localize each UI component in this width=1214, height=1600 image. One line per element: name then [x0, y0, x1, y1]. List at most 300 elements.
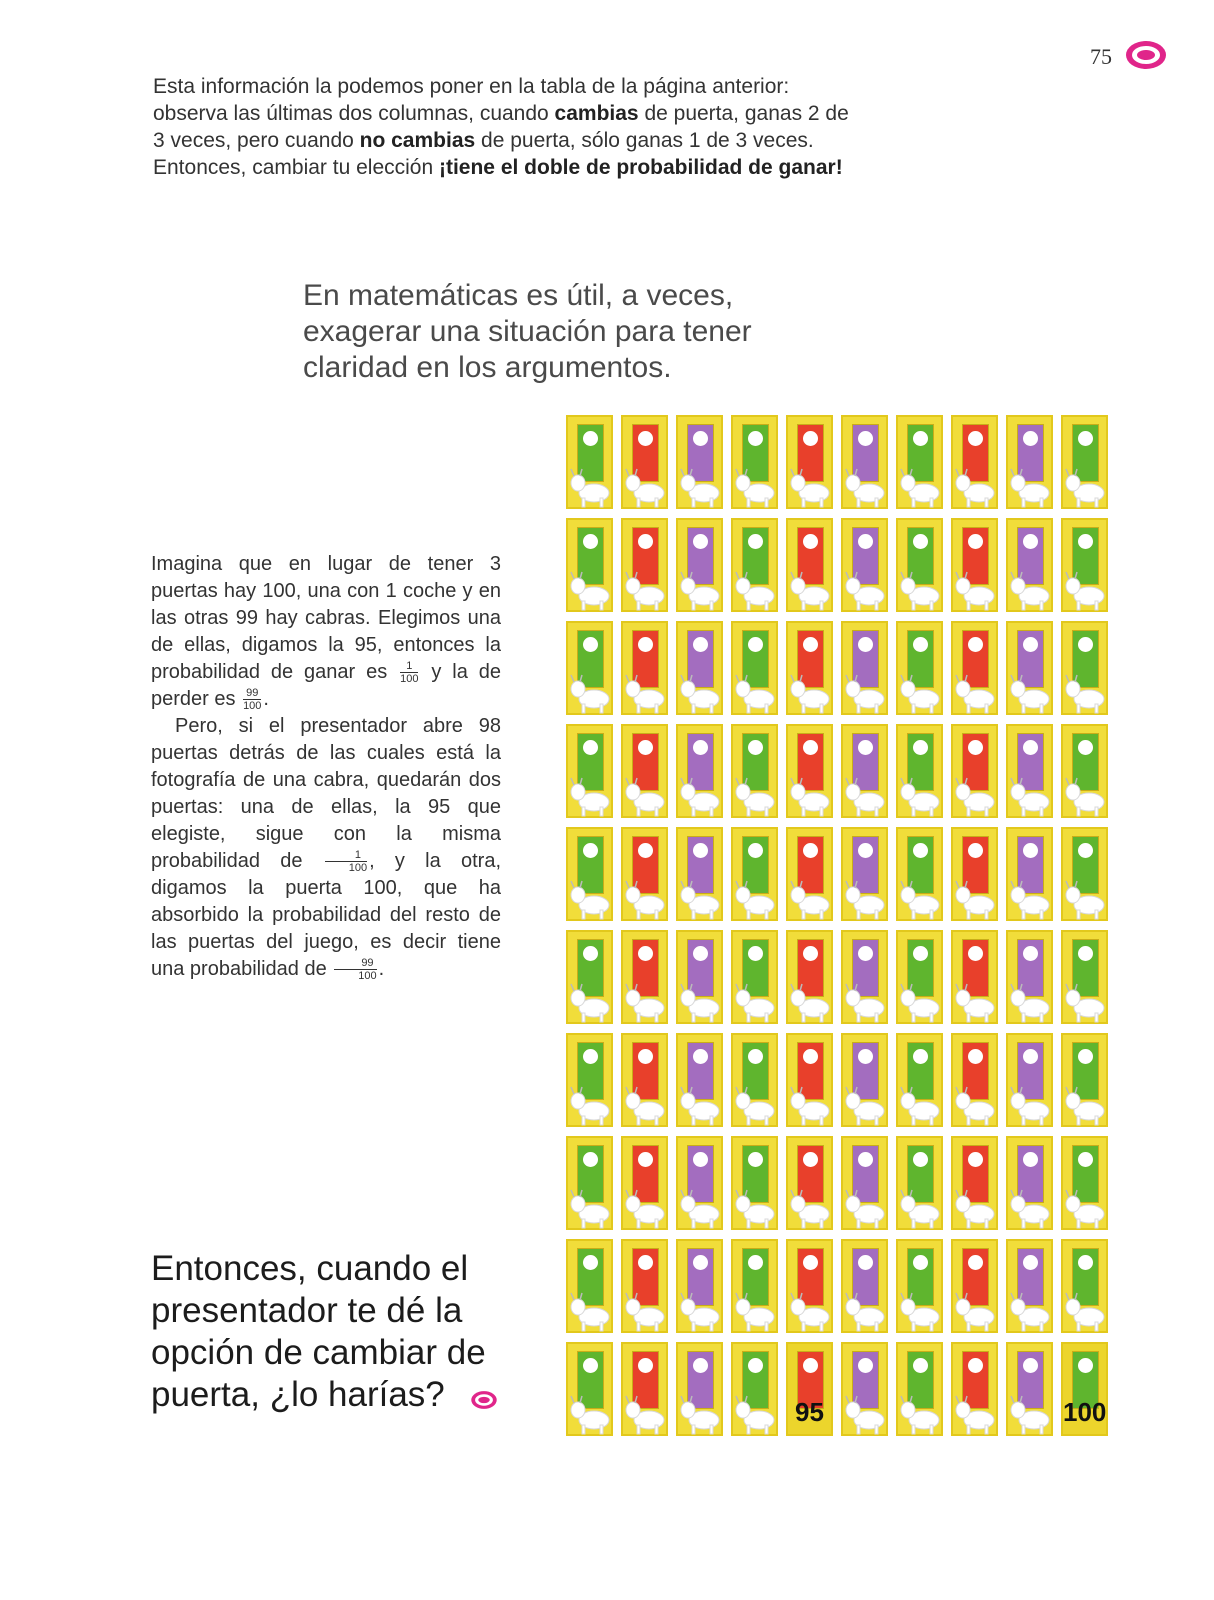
door — [1061, 1239, 1108, 1333]
door-number-label: 95 — [795, 1397, 824, 1427]
door-window — [968, 1358, 983, 1373]
goat-icon — [1063, 877, 1108, 921]
door-window — [803, 1152, 818, 1167]
door — [731, 1033, 778, 1127]
intro-paragraph: Esta información la podemos poner en la tabla de la página anterior: observa las últimas dos columnas, cuando cambias de puerta, ganas 2 de 3 veces, pero cuando no cambias de puerta, sólo ganas 1 de 3 veces. Entonces, cambiar tu elección ¡tiene el doble de probabilidad de ganar! — [153, 75, 849, 179]
goat-icon — [1008, 1392, 1053, 1436]
door-window — [693, 534, 708, 549]
door — [951, 1239, 998, 1333]
goat-icon — [843, 1083, 888, 1127]
goat-icon — [568, 877, 613, 921]
door — [896, 724, 943, 818]
fraction-win: $\frac{1}{100}$ — [400, 660, 419, 686]
door-window — [1023, 1049, 1038, 1064]
goat-icon — [1008, 980, 1053, 1024]
goat-icon — [733, 774, 778, 818]
goat-icon — [1063, 1083, 1108, 1127]
door-window — [748, 740, 763, 755]
goat-icon — [1063, 980, 1108, 1024]
door-window — [638, 1049, 653, 1064]
goat-icon — [953, 465, 998, 509]
goat-icon — [788, 568, 833, 612]
door — [951, 621, 998, 715]
door-window — [858, 843, 873, 858]
door-window — [748, 946, 763, 961]
door-window — [803, 1255, 818, 1270]
door-window — [1023, 637, 1038, 652]
door-window — [583, 637, 598, 652]
door-window — [913, 1049, 928, 1064]
goat-icon — [733, 465, 778, 509]
door — [676, 1342, 723, 1436]
goat-icon — [898, 1289, 943, 1333]
door — [621, 1033, 668, 1127]
goat-icon — [1008, 1289, 1053, 1333]
door — [896, 621, 943, 715]
door — [1006, 724, 1053, 818]
door — [566, 621, 613, 715]
goat-icon — [733, 877, 778, 921]
door-window — [913, 637, 928, 652]
goat-icon — [568, 465, 613, 509]
door — [676, 518, 723, 612]
goat-icon — [678, 568, 723, 612]
goat-icon — [843, 671, 888, 715]
goat-icon — [898, 568, 943, 612]
door — [1006, 930, 1053, 1024]
door — [676, 1033, 723, 1127]
door-window — [583, 431, 598, 446]
door — [566, 1033, 613, 1127]
goat-icon — [568, 1289, 613, 1333]
door-window — [858, 1358, 873, 1373]
door-window — [1078, 1049, 1093, 1064]
door-window — [748, 431, 763, 446]
goat-icon — [843, 1186, 888, 1230]
goat-icon — [898, 877, 943, 921]
goat-icon — [568, 980, 613, 1024]
door — [786, 415, 833, 509]
door-window — [1078, 843, 1093, 858]
door — [731, 724, 778, 818]
highlight-quote: En matemáticas es útil, a veces, exagerar una situación para tener claridad en los argumentos. — [303, 279, 752, 384]
door-window — [693, 431, 708, 446]
goat-icon — [623, 1083, 668, 1127]
goat-icon — [843, 568, 888, 612]
door — [621, 1342, 668, 1436]
door-window — [803, 431, 818, 446]
goat-icon — [733, 1392, 778, 1436]
door — [676, 724, 723, 818]
door-window — [1078, 740, 1093, 755]
goat-icon — [898, 1186, 943, 1230]
door-window — [803, 843, 818, 858]
goat-icon — [1063, 465, 1108, 509]
goat-icon — [623, 774, 668, 818]
door — [676, 1239, 723, 1333]
goat-icon — [623, 1392, 668, 1436]
door — [1061, 1342, 1108, 1436]
door — [731, 621, 778, 715]
door — [621, 930, 668, 1024]
door-window — [1023, 1152, 1038, 1167]
publisher-logo-icon — [1124, 38, 1168, 72]
door-window — [748, 1152, 763, 1167]
door — [841, 1136, 888, 1230]
door-window — [638, 946, 653, 961]
door-window — [1023, 1358, 1038, 1373]
door-window — [1023, 740, 1038, 755]
goat-icon — [733, 980, 778, 1024]
goat-icon — [843, 1392, 888, 1436]
door — [896, 1033, 943, 1127]
door-window — [1078, 1255, 1093, 1270]
goat-icon — [623, 465, 668, 509]
door — [676, 621, 723, 715]
goat-icon — [733, 568, 778, 612]
door — [841, 415, 888, 509]
door — [841, 1239, 888, 1333]
goat-icon — [1008, 774, 1053, 818]
goat-icon — [788, 877, 833, 921]
goat-icon — [1063, 671, 1108, 715]
door-grid — [566, 415, 1108, 1436]
door-window — [693, 1152, 708, 1167]
door — [676, 827, 723, 921]
door — [786, 724, 833, 818]
goat-icon — [678, 1289, 723, 1333]
door-window — [803, 637, 818, 652]
door — [731, 1136, 778, 1230]
door — [951, 415, 998, 509]
door-window — [638, 1255, 653, 1270]
door-window — [1078, 1152, 1093, 1167]
door-window — [638, 843, 653, 858]
door — [731, 930, 778, 1024]
door — [1061, 930, 1108, 1024]
door — [951, 1136, 998, 1230]
door-window — [693, 843, 708, 858]
goat-icon — [678, 980, 723, 1024]
door-window — [638, 637, 653, 652]
goat-icon — [898, 465, 943, 509]
door-window — [913, 1152, 928, 1167]
goat-icon — [1008, 465, 1053, 509]
goat-icon — [678, 671, 723, 715]
door — [566, 827, 613, 921]
goat-icon — [953, 1083, 998, 1127]
door — [621, 518, 668, 612]
door — [731, 827, 778, 921]
door-window — [913, 740, 928, 755]
door — [786, 518, 833, 612]
door-window — [693, 637, 708, 652]
door — [676, 1136, 723, 1230]
door — [896, 1136, 943, 1230]
door — [1006, 827, 1053, 921]
door-window — [693, 1049, 708, 1064]
door — [841, 621, 888, 715]
goat-icon — [678, 1392, 723, 1436]
goat-icon — [898, 671, 943, 715]
door — [1061, 724, 1108, 818]
door — [621, 415, 668, 509]
goat-icon — [953, 671, 998, 715]
door-window — [583, 740, 598, 755]
door — [786, 930, 833, 1024]
door-window — [583, 1358, 598, 1373]
fraction-lose: $\frac{99}{100}$ — [334, 957, 376, 982]
goat-icon — [568, 1083, 613, 1127]
goat-icon — [788, 1186, 833, 1230]
door-window — [913, 1255, 928, 1270]
door — [951, 930, 998, 1024]
goat-icon — [953, 877, 998, 921]
door-window — [1078, 946, 1093, 961]
door-window — [583, 1255, 598, 1270]
goat-icon — [788, 980, 833, 1024]
goat-icon — [733, 1083, 778, 1127]
goat-icon — [568, 671, 613, 715]
door-window — [913, 1358, 928, 1373]
door-window — [968, 1255, 983, 1270]
door — [731, 1239, 778, 1333]
door — [1061, 415, 1108, 509]
goat-icon — [568, 568, 613, 612]
goat-icon — [843, 877, 888, 921]
door — [896, 415, 943, 509]
goat-icon — [788, 1289, 833, 1333]
door — [786, 621, 833, 715]
door — [896, 1239, 943, 1333]
goat-icon — [1008, 1083, 1053, 1127]
door — [1006, 1239, 1053, 1333]
door-window — [858, 1255, 873, 1270]
door — [621, 827, 668, 921]
goat-icon — [623, 980, 668, 1024]
door-window — [693, 1358, 708, 1373]
door-window — [583, 1049, 598, 1064]
door-window — [748, 637, 763, 652]
door-window — [803, 1358, 818, 1373]
door — [731, 518, 778, 612]
door-number-label: 100 — [1063, 1397, 1107, 1427]
goat-icon — [843, 465, 888, 509]
door-window — [803, 1049, 818, 1064]
door — [621, 1136, 668, 1230]
goat-icon — [898, 980, 943, 1024]
goat-icon — [623, 671, 668, 715]
door-window — [748, 534, 763, 549]
door — [676, 930, 723, 1024]
door-window — [968, 637, 983, 652]
door — [566, 724, 613, 818]
goat-icon — [623, 1186, 668, 1230]
door-window — [803, 740, 818, 755]
door — [951, 518, 998, 612]
door — [896, 1342, 943, 1436]
goat-icon — [568, 1186, 613, 1230]
door-window — [583, 946, 598, 961]
door-window — [968, 1152, 983, 1167]
goat-icon — [678, 877, 723, 921]
goat-icon — [1008, 1186, 1053, 1230]
door-window — [1078, 1358, 1093, 1373]
door-window — [968, 1049, 983, 1064]
goat-icon — [898, 1083, 943, 1127]
explanation-text: Imagina que en lugar de tener 3 puertas hay 100, una con 1 coche y en las otras 99 hay cabras. Elegimos una de ellas, digamos la 95, entonces la probabilidad de ganar es $\frac{1}{100}$ y la de perder es $\frac{99}{100}$ . Pero, si el presentador abre 98 puertas detrás de las cuales está la fotografía de una cabra, quedarán dos puertas: una de ellas, la 95 que elegiste, sigue con la misma probabilidad de $\frac{1}{100}$ , y la otra, digamos la puerta 100, que ha absorbido la probabilidad del resto de las puertas del juego, es decir tiene una probabilidad de $\frac{99}{100}$ . — [151, 553, 502, 983]
goat-icon — [1063, 568, 1108, 612]
door — [786, 1136, 833, 1230]
door-window — [968, 740, 983, 755]
door-window — [803, 534, 818, 549]
goat-icon — [678, 1186, 723, 1230]
door — [566, 1136, 613, 1230]
goat-icon — [1063, 1186, 1108, 1230]
door-window — [638, 1152, 653, 1167]
door-window — [858, 431, 873, 446]
door — [951, 1342, 998, 1436]
door — [621, 724, 668, 818]
door — [841, 518, 888, 612]
door — [896, 518, 943, 612]
door — [841, 827, 888, 921]
door-window — [803, 946, 818, 961]
door — [1061, 621, 1108, 715]
door — [1006, 621, 1053, 715]
fraction-win: $\frac{1}{100}$ — [325, 849, 367, 874]
door — [896, 930, 943, 1024]
goat-icon — [953, 1186, 998, 1230]
door — [841, 724, 888, 818]
door — [951, 724, 998, 818]
door — [566, 930, 613, 1024]
door-window — [583, 843, 598, 858]
door — [786, 1239, 833, 1333]
goat-icon — [898, 1392, 943, 1436]
door-window — [748, 843, 763, 858]
door — [566, 1342, 613, 1436]
door-window — [913, 534, 928, 549]
page-number: 75 — [1090, 44, 1112, 69]
door — [841, 930, 888, 1024]
door-window — [913, 946, 928, 961]
door-window — [1023, 431, 1038, 446]
goat-icon — [843, 1289, 888, 1333]
door — [731, 1342, 778, 1436]
door — [951, 1033, 998, 1127]
door-window — [693, 740, 708, 755]
door-window — [693, 1255, 708, 1270]
door-window — [638, 1358, 653, 1373]
door — [951, 827, 998, 921]
goat-icon — [678, 465, 723, 509]
goat-icon — [1008, 877, 1053, 921]
fraction-lose: $\frac{99}{100}$ — [243, 687, 262, 713]
door-window — [583, 1152, 598, 1167]
goat-icon — [733, 671, 778, 715]
goat-icon — [623, 1289, 668, 1333]
goat-icon — [678, 1083, 723, 1127]
door — [566, 1239, 613, 1333]
door-window — [638, 431, 653, 446]
door-window — [1023, 946, 1038, 961]
goat-icon — [788, 774, 833, 818]
door-window — [748, 1255, 763, 1270]
goat-icon — [788, 671, 833, 715]
door-window — [1078, 637, 1093, 652]
door — [786, 1342, 833, 1436]
goat-icon — [1063, 774, 1108, 818]
door-window — [858, 637, 873, 652]
publisher-logo-icon — [470, 1389, 498, 1411]
door — [1006, 415, 1053, 509]
door — [1061, 1136, 1108, 1230]
door-window — [968, 431, 983, 446]
door — [566, 415, 613, 509]
door-window — [1078, 431, 1093, 446]
door — [841, 1342, 888, 1436]
goat-icon — [843, 980, 888, 1024]
goat-icon — [568, 1392, 613, 1436]
door-window — [583, 534, 598, 549]
door-window — [1023, 843, 1038, 858]
goat-icon — [678, 774, 723, 818]
door-window — [913, 843, 928, 858]
goat-icon — [953, 774, 998, 818]
goat-icon — [788, 465, 833, 509]
door-window — [858, 1152, 873, 1167]
door — [1006, 1033, 1053, 1127]
goat-icon — [898, 774, 943, 818]
goat-icon — [953, 1289, 998, 1333]
door-window — [913, 431, 928, 446]
door — [676, 415, 723, 509]
door — [1006, 518, 1053, 612]
goat-icon — [953, 980, 998, 1024]
door — [566, 518, 613, 612]
closing-question: Entonces, cuando el presentador te dé la opción de cambiar de puerta, ¿lo harías? — [151, 1249, 486, 1414]
door-window — [968, 534, 983, 549]
door — [841, 1033, 888, 1127]
door — [786, 1033, 833, 1127]
door-window — [748, 1358, 763, 1373]
door-window — [858, 534, 873, 549]
goat-icon — [843, 774, 888, 818]
goat-icon — [953, 568, 998, 612]
door — [896, 827, 943, 921]
goat-icon — [1008, 671, 1053, 715]
goat-icon — [788, 1083, 833, 1127]
door-window — [968, 843, 983, 858]
door-window — [858, 946, 873, 961]
goat-icon — [1008, 568, 1053, 612]
goat-icon — [1063, 1289, 1108, 1333]
door — [621, 1239, 668, 1333]
door-window — [1023, 534, 1038, 549]
goat-icon — [733, 1186, 778, 1230]
door-window — [858, 740, 873, 755]
door-window — [858, 1049, 873, 1064]
door — [786, 827, 833, 921]
door-window — [638, 534, 653, 549]
door-window — [1023, 1255, 1038, 1270]
door-window — [748, 1049, 763, 1064]
door-window — [1078, 534, 1093, 549]
door — [621, 621, 668, 715]
door — [1061, 1033, 1108, 1127]
goat-icon — [733, 1289, 778, 1333]
